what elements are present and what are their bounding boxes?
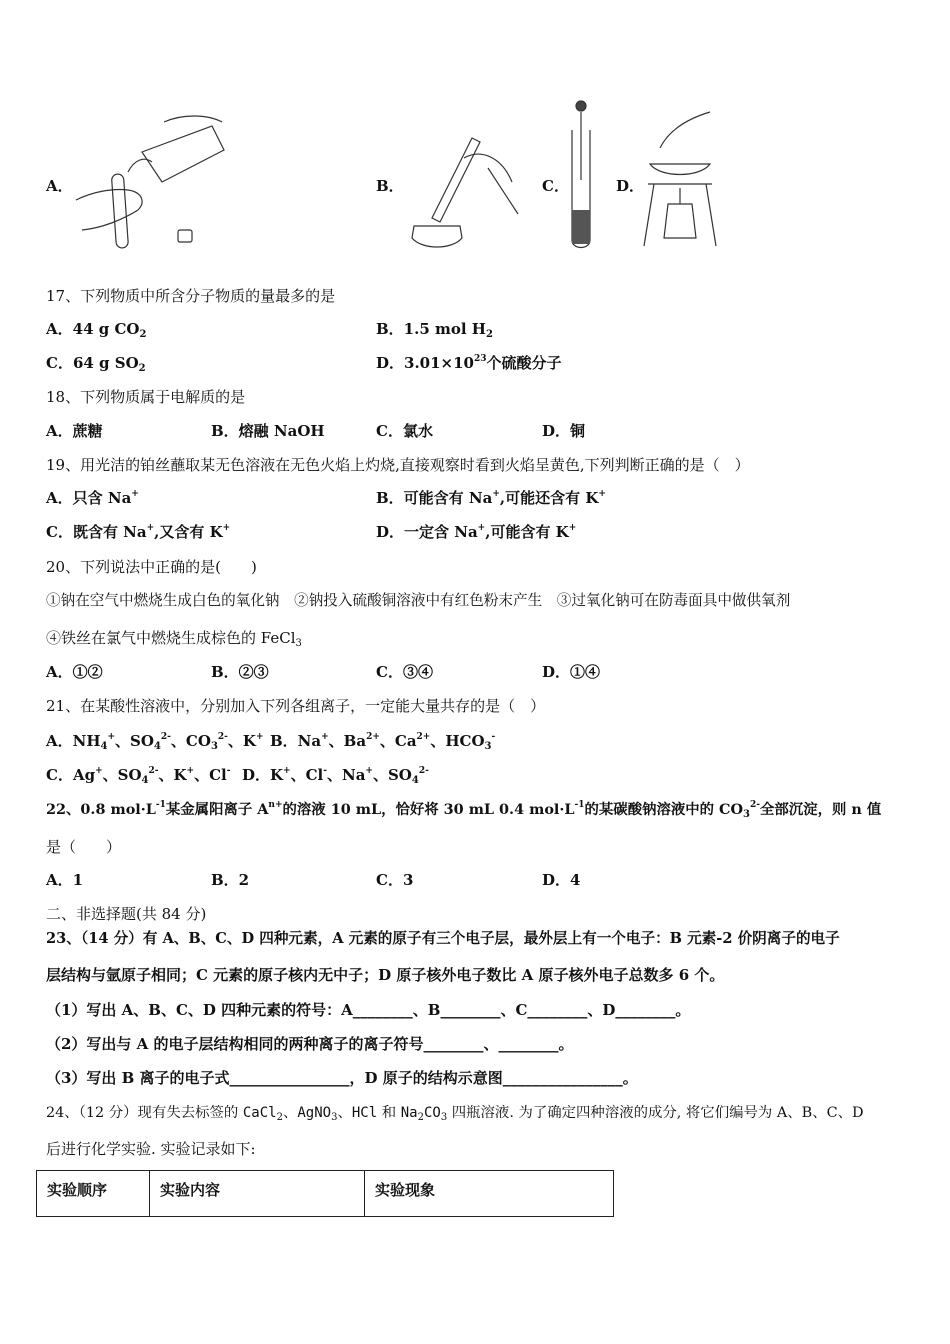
q17-option-c: C．64 g $SO_2$ [46, 354, 146, 374]
q24-stem-line1: 24、（12 分）现有失去标签的 CaCl$_2$、AgNO$_3$、HCl 和 $Na_2CO_3$ 四瓶溶液. 为了确定四种溶液的成分, 将它们编号为 A、B、C、D [46, 1105, 864, 1123]
q16-option-c-label: C． [542, 177, 569, 195]
q16-option-b-label: B． [376, 177, 404, 195]
q18-option-d: D．铜 [542, 422, 586, 440]
q21-option-a: A．$NH_4^+$、$SO_4^{2-}$、$CO_3^{2-}$、K+ [46, 732, 264, 752]
q22-stem: 22、0.8 $mol\cdot L^{-1}$某金属阳离子 $A^{n+}$的溶液 10 mL，恰好将 30 mL 0.4 $mol\cdot L^{-1}$的某碳酸钠溶液中的 $CO_3^{2-}$全部沉淀，则 n 值 [46, 800, 882, 820]
q24-stem-line2: 后进行化学实验. 实验记录如下: [46, 1140, 256, 1158]
q19-stem: 19、用光洁的铂丝蘸取某无色溶液在无色火焰上灼烧,直接观察时看到火焰呈黄色,下列判断正确的是（ ） [46, 456, 750, 474]
table-header-cell: 实验现象 [365, 1171, 614, 1217]
q23-stem-line2: 层结构与氩原子相同；C 元素的原子核内无中子；D 原子核外电子数比 A 原子核外电子总数多 6 个。 [46, 966, 725, 984]
q23-part-3: （3）写出 B 离子的电子式________________，D 原子的结构示意图________________。 [46, 1069, 638, 1087]
q20-statements-2: ④铁丝在氯气中燃烧生成棕色的 FeCl$_3$ [46, 629, 302, 649]
figure-evaporating-dish [640, 108, 720, 250]
figure-pouring-reagent [72, 112, 232, 252]
q22-stem-line2: 是（ ） [46, 838, 122, 856]
q17-option-b: B．1.5 mol $H_2$ [376, 320, 493, 340]
q21-option-c: C．Ag+、$SO_4^{2-}$、K+、Cl- [46, 766, 231, 786]
q22-option-c: C．3 [376, 871, 414, 889]
q17-option-d: D．$3.01\times 10^{23}$个硫酸分子 [376, 354, 562, 372]
figure-heating-test-tube [402, 118, 522, 252]
q18-option-a: A．蔗糖 [46, 422, 103, 440]
q21-option-b: B．Na+、$Ba^{2+}$、$Ca^{2+}$、$HCO_3^-$ [270, 732, 496, 752]
q16-option-d-label: D． [616, 177, 645, 195]
table-header-cell: 实验顺序 [37, 1171, 150, 1217]
experiment-table [36, 1170, 614, 1217]
section-heading: 二、非选择题(共 84 分) [46, 905, 207, 923]
q22-option-a: A．1 [46, 871, 84, 889]
q17-stem: 17、下列物质中所含分子物质的量最多的是 [46, 287, 336, 305]
table-header-row [37, 1171, 614, 1217]
q23-part-2: （2）写出与 A 的电子层结构相同的两种离子的离子符号________、________。 [46, 1035, 574, 1053]
q23-part-1: （1）写出 A、B、C、D 四种元素的符号：A________、B________、C________、D________。 [46, 1001, 691, 1019]
q21-stem: 21、在某酸性溶液中，分别加入下列各组离子，一定能大量共存的是（ ） [46, 697, 546, 715]
q20-statements-1: ①钠在空气中燃烧生成白色的氧化钠 ②钠投入硫酸铜溶液中有红色粉末产生 ③过氧化钠可在防毒面具中做供氧剂 [46, 592, 791, 609]
q19-option-c: C．既含有 Na+,又含有 K+ [46, 523, 231, 541]
q22-option-b: B．2 [211, 871, 250, 889]
q21-option-d: D．K+、Cl-、Na+、$SO_4^{2-}$ [242, 766, 429, 786]
q20-option-a: A．①② [46, 663, 103, 681]
q20-stem: 20、下列说法中正确的是( ) [46, 558, 257, 576]
q23-stem-line1: 23、（14 分）有 A、B、C、D 四种元素，A 元素的原子有三个电子层，最外层上有一个电子：B 元素-2 价阴离子的电子 [46, 930, 840, 947]
q19-option-d: D．一定含 Na+,可能含有 K+ [376, 523, 577, 541]
q19-option-a: A．只含 Na+ [46, 489, 139, 507]
q19-option-b: B．可能含有 Na+,可能还含有 K+ [376, 489, 606, 507]
q20-option-b: B．②③ [211, 663, 269, 681]
q18-stem: 18、下列物质属于电解质的是 [46, 388, 246, 406]
q16-option-a-label: A． [46, 177, 73, 195]
q20-option-c: C．③④ [376, 663, 433, 681]
table-header-cell: 实验内容 [150, 1171, 365, 1217]
q22-option-d: D．4 [542, 871, 581, 889]
q18-option-c: C．氯水 [376, 422, 433, 440]
q18-option-b: B．熔融 NaOH [211, 422, 325, 440]
q20-option-d: D．①④ [542, 663, 601, 681]
q17-option-a: A．44 g $CO_2$ [46, 320, 147, 340]
figure-dropper-test-tube [566, 100, 596, 250]
